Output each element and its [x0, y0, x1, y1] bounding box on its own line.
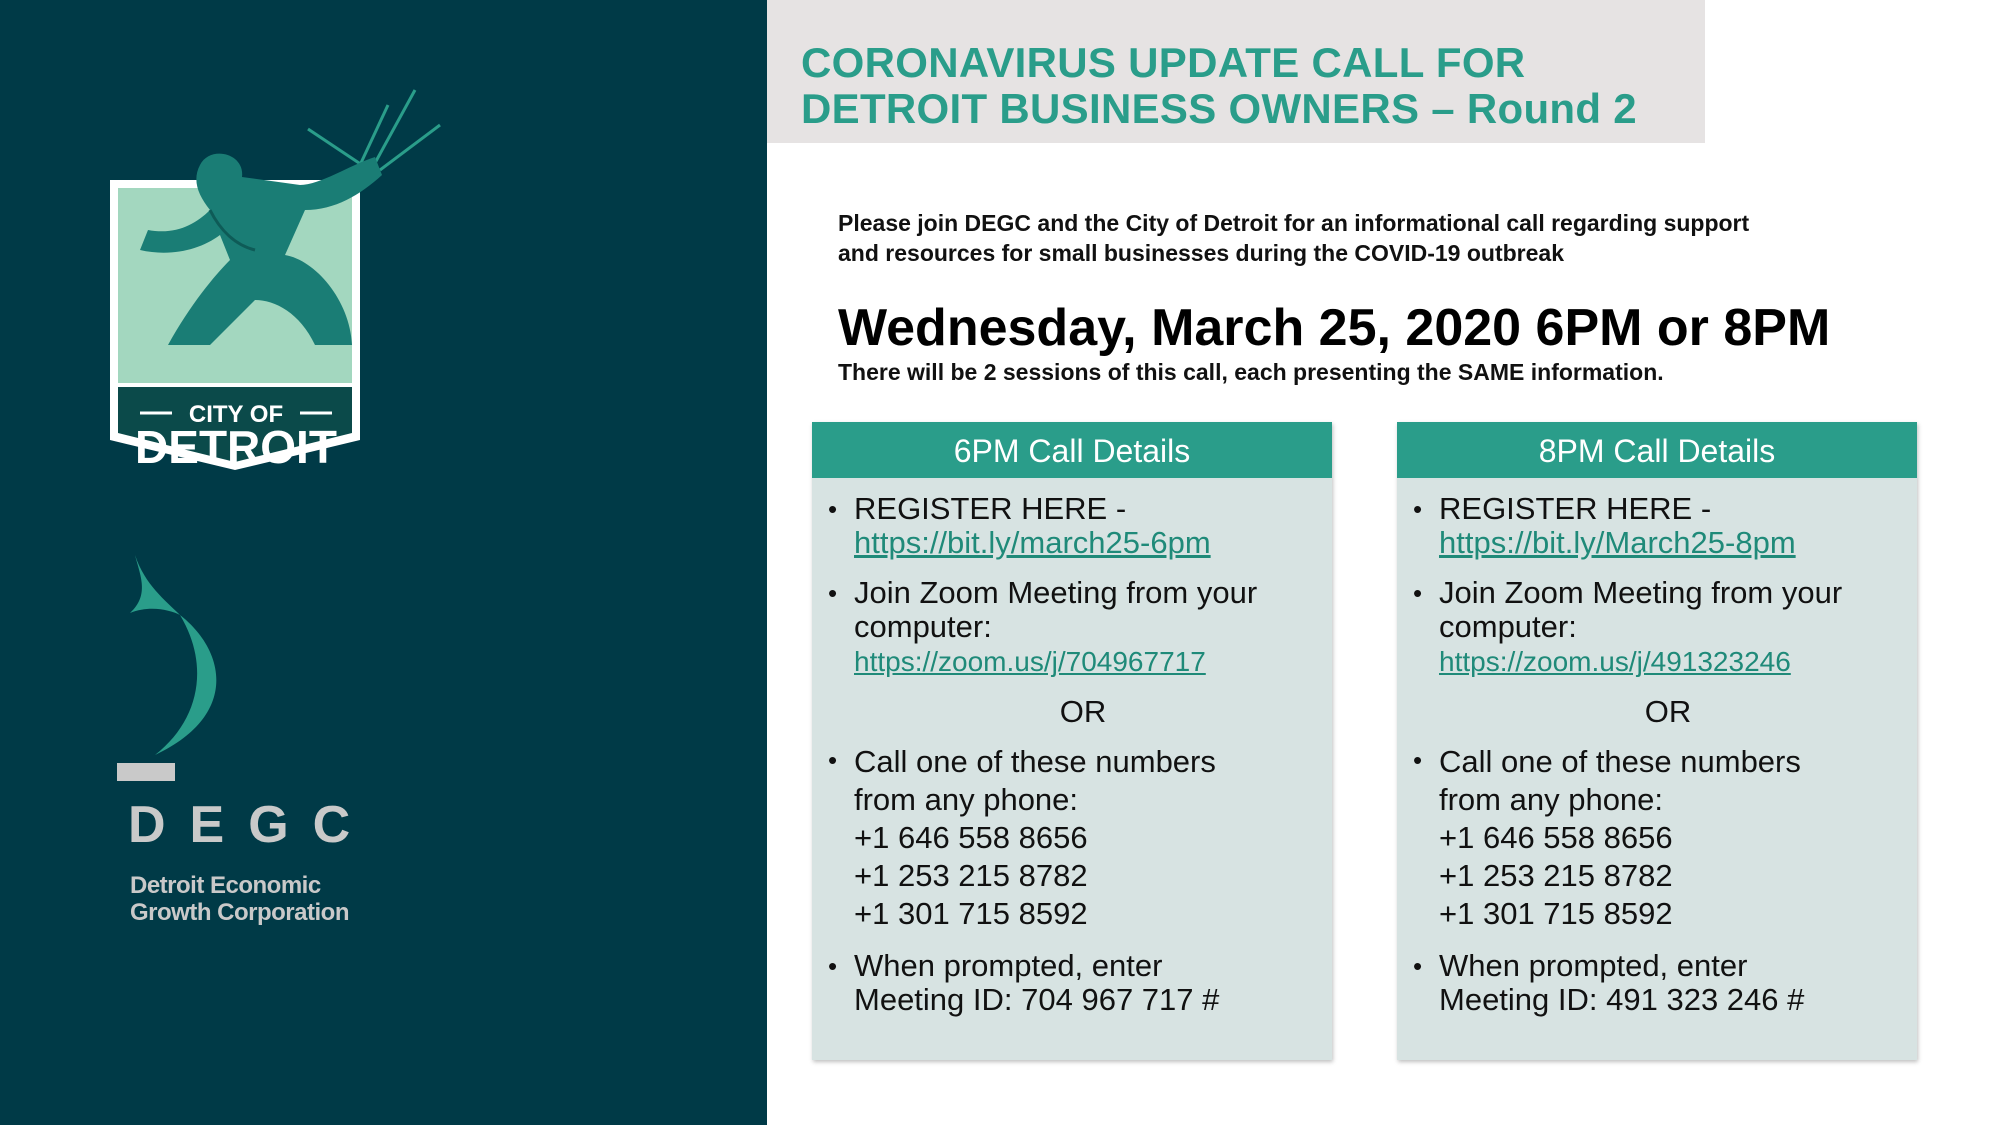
degc-name-line1: Detroit Economic [130, 872, 321, 899]
zoom-label-line2: computer: [1439, 609, 1577, 644]
meeting-id-item [854, 949, 1312, 1017]
zoom-item [1439, 576, 1897, 679]
zoom-label-line1: • Join Zoom Meeting from your [1439, 575, 1843, 610]
call-label-line1: • Call one of these numbers [854, 744, 1216, 779]
zoom-link[interactable]: https://zoom.us/j/491323246 [1439, 646, 1791, 677]
zoom-link[interactable]: https://zoom.us/j/704967717 [854, 646, 1206, 677]
zoom-label-line1: • Join Zoom Meeting from your [854, 575, 1258, 610]
register-link[interactable]: https://bit.ly/march25-6pm [854, 525, 1211, 560]
phone-item [1439, 743, 1897, 933]
call-details-card-8pm [1397, 422, 1917, 1060]
sessions-note: There will be 2 sessions of this call, each presenting the SAME information. [838, 359, 1664, 385]
or-separator: OR [1644, 694, 1692, 729]
degc-full-name [130, 872, 349, 926]
logo-detroit: DETROIT [135, 421, 337, 473]
meeting-id: Meeting ID: 491 323 246 # [1439, 982, 1805, 1017]
register-label: • REGISTER HERE - [1439, 491, 1712, 526]
call-label-line2: from any phone: [1439, 782, 1664, 817]
card-body-6pm [812, 478, 1332, 1017]
degc-wordmark: DEGC [128, 796, 375, 854]
city-of-detroit-logo [60, 45, 460, 485]
title-line1: CORONAVIRUS UPDATE CALL FOR [801, 39, 1526, 86]
page-title [801, 40, 1637, 132]
intro-text [838, 208, 1918, 268]
phone-item [854, 743, 1312, 933]
left-brand-panel [0, 0, 767, 1125]
register-item [854, 492, 1312, 560]
intro-line2: and resources for small businesses during the COVID-19 outbreak [838, 240, 1564, 266]
logo-city-of: CITY OF [188, 401, 284, 428]
phone-number: +1 253 215 8782 [1439, 858, 1673, 893]
zoom-item [854, 576, 1312, 679]
event-date-time: Wednesday, March 25, 2020 6PM or 8PM [838, 299, 1831, 357]
title-line2: DETROIT BUSINESS OWNERS – Round 2 [801, 85, 1637, 132]
meeting-id-item [1439, 949, 1897, 1017]
phone-number: +1 301 715 8592 [854, 896, 1088, 931]
degc-logo-mark [110, 555, 250, 785]
register-item [1439, 492, 1897, 560]
call-details-card-6pm [812, 422, 1332, 1060]
intro-line1: Please join DEGC and the City of Detroit for an informational call regarding support [838, 210, 1750, 236]
meeting-id: Meeting ID: 704 967 717 # [854, 982, 1220, 1017]
register-label: • REGISTER HERE - [854, 491, 1127, 526]
phone-number: +1 646 558 8656 [854, 820, 1088, 855]
register-link[interactable]: https://bit.ly/March25-8pm [1439, 525, 1796, 560]
call-label-line1: • Call one of these numbers [1439, 744, 1801, 779]
degc-name-line2: Growth Corporation [130, 899, 349, 926]
zoom-label-line2: computer: [854, 609, 992, 644]
phone-number: +1 301 715 8592 [1439, 896, 1673, 931]
or-separator: OR [1059, 694, 1107, 729]
phone-number: +1 646 558 8656 [1439, 820, 1673, 855]
card-header-8pm: 8PM Call Details [1397, 422, 1917, 478]
prompt-line1: • When prompted, enter [1439, 948, 1748, 983]
card-header-6pm: 6PM Call Details [812, 422, 1332, 478]
prompt-line1: • When prompted, enter [854, 948, 1163, 983]
card-body-8pm [1397, 478, 1917, 1017]
phone-number: +1 253 215 8782 [854, 858, 1088, 893]
call-label-line2: from any phone: [854, 782, 1079, 817]
